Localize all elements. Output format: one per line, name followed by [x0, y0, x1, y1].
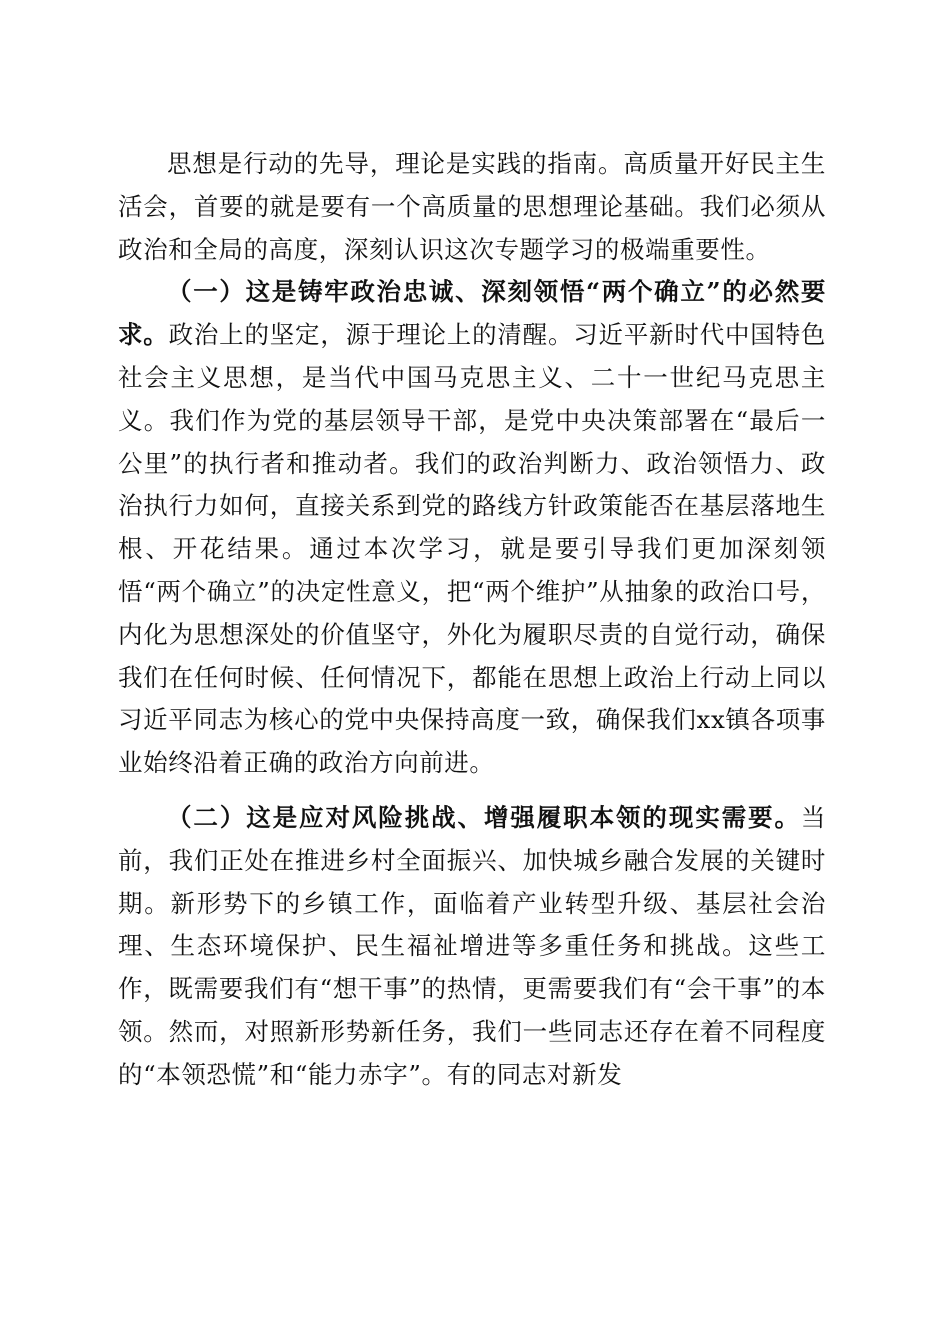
paragraph-section-2: [118, 797, 826, 1097]
section-2-heading: （二）这是应对风险挑战、增强履职本领的现实需要。: [167, 802, 801, 832]
paragraph-intro: [118, 143, 826, 271]
document-body: [118, 143, 826, 1097]
section-1-text: 政治上的坚定，源于理论上的清醒。习近平新时代中国特色社会主义思想，是当代中国马克思主义、二十一世纪马克思主义。我们作为党的基层领导干部，是党中央决策部署在“最后一公里”的执行者和推动者。我们的政治判断力、政治领悟力、政治执行力如何，直接关系到党的路线方针政策能否在基层落地生根、开花结果。通过本次学习，就是要引导我们更加深刻领悟“两个确立”的决定性意义，把“两个维护”从抽象的政治口号，内化为思想深处的价值坚守，外化为履职尽责的自觉行动，确保我们在任何时候、任何情况下，都能在思想上政治上行动上同以习近平同志为核心的党中央保持高度一致，确保我们xx镇各项事业始终沿着正确的政治方向前进。: [118, 320, 826, 778]
section-1-heading: （一）这是铸牢政治忠诚、深刻领悟“两个确立”的必然要求。: [118, 277, 826, 350]
paragraph-section-1: [118, 271, 826, 785]
paragraph-intro-text: 思想是行动的先导，理论是实践的指南。高质量开好民主生活会，首要的就是要有一个高质量的思想理论基础。我们必须从政治和全局的高度，深刻认识这次专题学习的极端重要性。: [118, 149, 826, 264]
section-2-text: 当前，我们正处在推进乡村全面振兴、加快城乡融合发展的关键时期。新形势下的乡镇工作，面临着产业转型升级、基层社会治理、生态环境保护、民生福祉增进等多重任务和挑战。这些工作，既需要我们有“想干事”的热情，更需要我们有“会干事”的本领。然而，对照新形势新任务，我们一些同志还存在着不同程度的“本领恐慌”和“能力赤字”。有的同志对新发: [118, 802, 826, 1089]
